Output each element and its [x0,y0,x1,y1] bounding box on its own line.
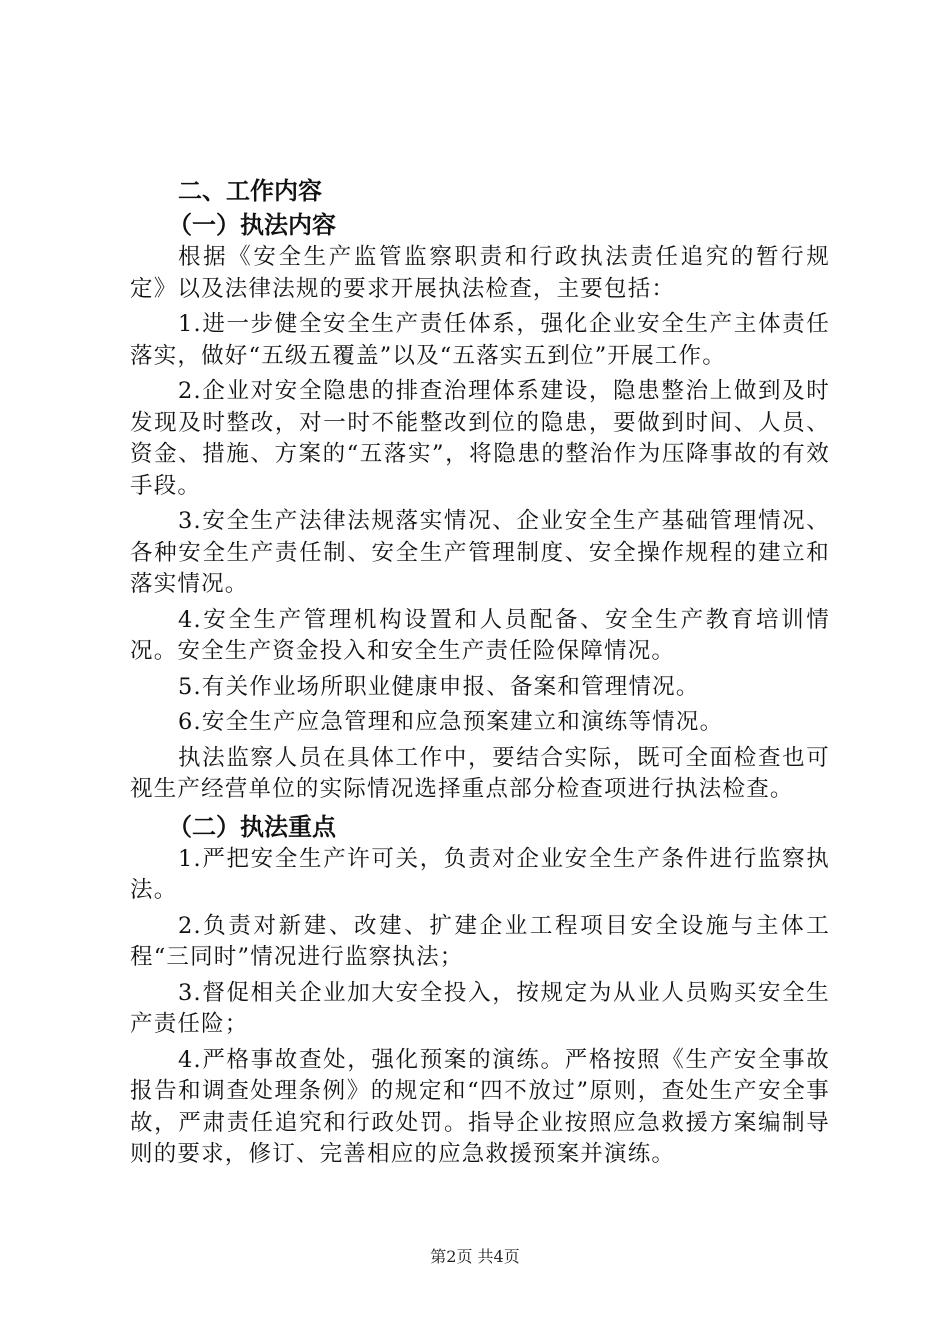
subsection-heading-enforcement-content: （一）执法内容 [168,211,336,239]
intro-paragraph: 根据《安全生产监管监察职责和行政执法责任追究的暂行规定》以及法律法规的要求开展执法检查，主要包括： [130,244,830,302]
subsection-heading-enforcement-focus: （二）执法重点 [168,812,336,841]
document-body [130,174,830,1175]
list-item: 5.有关作业场所职业健康申报、备案和管理情况。 [178,673,700,700]
list-item: 2.企业对安全隐患的排查治理体系建设，隐患整治上做到及时发现及时整改，对一时不能整改到位的隐患，要做到时间、人员、资金、措施、方案的“五落实”，将隐患的整治作为压降事故的有效手段。 [130,378,830,499]
list-item: 3.安全生产法律法规落实情况、企业安全生产基础管理情况、各种安全生产责任制、安全生产管理制度、安全操作规程的建立和落实情况。 [130,508,830,597]
list-item: 4.严格事故查处，强化预案的演练。严格按照《生产安全事故报告和调查处理条例》的规定和“四不放过”原则，查处生产安全事故，严肃责任追究和行政处罚。指导企业按照应急救援方案编制导则的要求，修订、完善相应的应急救援预案并演练。 [130,1046,830,1167]
closing-paragraph: 执法监察人员在具体工作中，要结合实际，既可全面检查也可视生产经营单位的实际情况选择重点部分检查项进行执法检查。 [130,744,830,802]
list-item: 2.负责对新建、改建、扩建企业工程项目安全设施与主体工程“三同时”情况进行监察执法； [130,912,830,970]
list-item: 3.督促相关企业加大安全投入，按规定为从业人员购买安全生产责任险； [130,979,830,1037]
list-item: 1.严把安全生产许可关，负责对企业安全生产条件进行监察执法。 [130,845,830,903]
list-item: 6.安全生产应急管理和应急预案建立和演练等情况。 [178,709,724,735]
list-item: 1.进一步健全安全生产责任体系，强化企业安全生产主体责任落实，做好“五级五覆盖”以及“五落实五到位”开展工作。 [130,311,830,369]
page-number-footer: 第2页 共4页 [430,1247,520,1266]
list-item: 4.安全生产管理机构设置和人员配备、安全生产教育培训情况。安全生产资金投入和安全生产责任险保障情况。 [130,606,830,664]
section-heading: 二、工作内容 [178,177,322,205]
